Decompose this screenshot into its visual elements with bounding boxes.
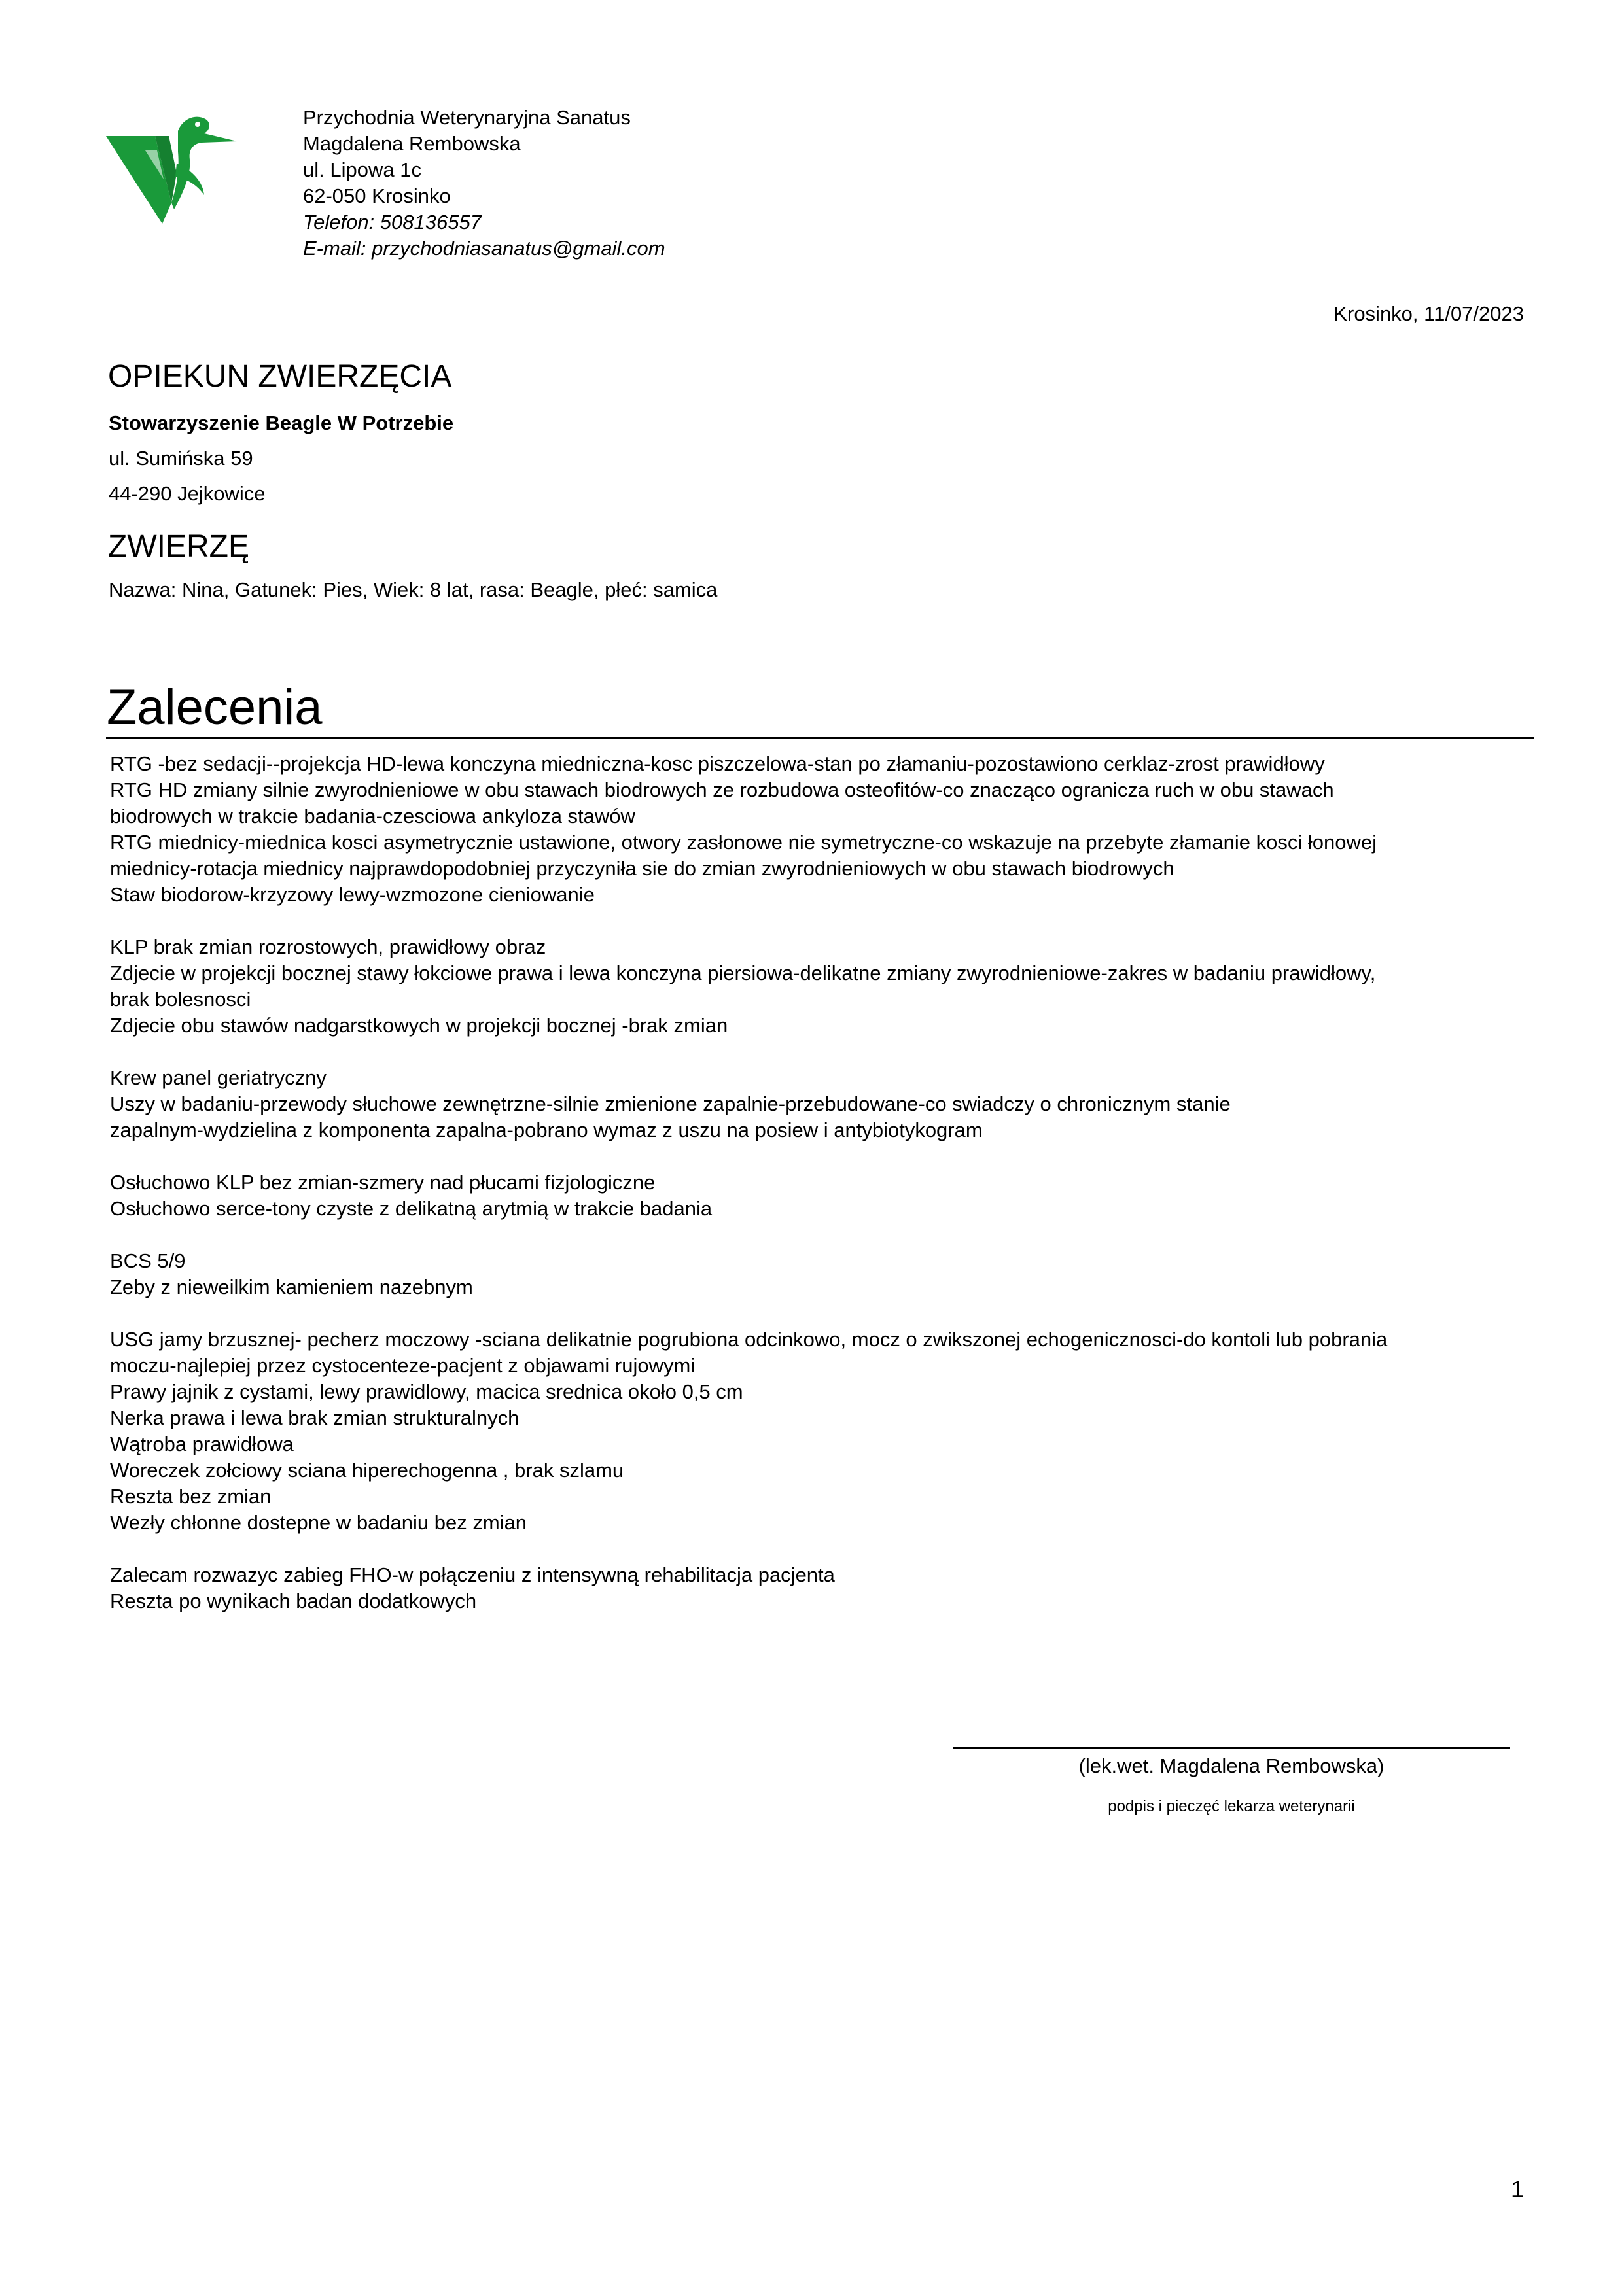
owner-heading: OPIEKUN ZWIERZĘCIA bbox=[108, 359, 452, 394]
blank-line bbox=[110, 908, 1530, 934]
recommendation-line: Wątroba prawidłowa bbox=[110, 1433, 294, 1455]
blank-line bbox=[110, 1300, 1530, 1327]
recommendation-line: Reszta po wynikach badan dodatkowych bbox=[110, 1590, 477, 1612]
document-date: Krosinko, 11/07/2023 bbox=[1333, 302, 1524, 325]
signature-line bbox=[953, 1747, 1510, 1749]
clinic-street: ul. Lipowa 1c bbox=[303, 158, 421, 181]
recommendation-line: biodrowych w trakcie badania-czesciowa ankyloza stawów bbox=[110, 805, 635, 827]
recommendation-line: Zeby z nieweilkim kamieniem nazebnym bbox=[110, 1276, 473, 1298]
blank-line bbox=[110, 1039, 1530, 1065]
owner-block bbox=[109, 406, 453, 512]
recommendation-line: Woreczek zołciowy sciana hiperechogenna , brak szlamu bbox=[110, 1459, 624, 1482]
recommendation-line: Zdjecie obu stawów nadgarstkowych w projekcji bocznej -brak zmian bbox=[110, 1014, 728, 1037]
blank-line bbox=[110, 1536, 1530, 1562]
signature-name: (lek.wet. Magdalena Rembowska) bbox=[1078, 1754, 1385, 1777]
green-heron-logo-icon bbox=[106, 111, 237, 229]
recommendations-heading: Zalecenia bbox=[107, 680, 323, 735]
recommendation-line: BCS 5/9 bbox=[110, 1249, 186, 1272]
recommendation-line: Osłuchowo KLP bez zmian-szmery nad płucami fizjologiczne bbox=[110, 1171, 656, 1194]
recommendation-line: Nerka prawa i lewa brak zmian strukturalnych bbox=[110, 1406, 520, 1429]
clinic-name: Przychodnia Weterynaryjna Sanatus bbox=[303, 106, 631, 129]
owner-address-city: 44-290 Jejkowice bbox=[109, 482, 266, 505]
recommendation-line: RTG HD zmiany silnie zwyrodnieniowe w obu stawach biodrowych ze rozbudowa osteofitów-co znacząco ogranicza ruch w obu stawach bbox=[110, 778, 1334, 801]
clinic-city: 62-050 Krosinko bbox=[303, 184, 451, 207]
animal-heading: ZWIERZĘ bbox=[108, 529, 249, 564]
recommendation-line: zapalnym-wydzielina z komponenta zapalna-pobrano wymaz z uszu na posiew i antybiotykogram bbox=[110, 1119, 983, 1141]
page-number: 1 bbox=[1510, 2176, 1524, 2202]
recommendation-line: USG jamy brzusznej- pecherz moczowy -sciana delikatnie pogrubiona odcinkowo, mocz o zwikszonej echogenicznosci-do kontoli lub pobrania bbox=[110, 1328, 1388, 1351]
clinic-header bbox=[303, 105, 665, 262]
recommendation-line: Uszy w badaniu-przewody słuchowe zewnętrzne-silnie zmienione zapalnie-przebudowane-co swiadczy o chronicznym stanie bbox=[110, 1092, 1231, 1115]
clinic-owner: Magdalena Rembowska bbox=[303, 132, 521, 155]
recommendation-line: RTG miednicy-miednica kosci asymetrycznie ustawione, otwory zasłonowe nie symetryczne-co wskazuje na przebyte złamanie kosci łonowej bbox=[110, 831, 1377, 854]
owner-name: Stowarzyszenie Beagle W Potrzebie bbox=[109, 411, 454, 434]
recommendation-line: KLP brak zmian rozrostowych, prawidłowy obraz bbox=[110, 935, 546, 958]
heading-divider bbox=[106, 737, 1534, 739]
recommendation-line: Staw biodorow-krzyzowy lewy-wzmozone cieniowanie bbox=[110, 883, 595, 906]
clinic-phone: Telefon: 508136557 bbox=[303, 211, 482, 234]
recommendations-body bbox=[110, 751, 1530, 1614]
recommendation-line: Krew panel geriatryczny bbox=[110, 1066, 327, 1089]
recommendation-line: moczu-najlepiej przez cystocenteze-pacjent z objawami rujowymi bbox=[110, 1354, 696, 1377]
signature-caption: podpis i pieczęć lekarza weterynarii bbox=[1108, 1798, 1355, 1815]
recommendation-line: Osłuchowo serce-tony czyste z delikatną arytmią w trakcie badania bbox=[110, 1197, 713, 1220]
animal-details: Nazwa: Nina, Gatunek: Pies, Wiek: 8 lat, rasa: Beagle, płeć: samica bbox=[109, 578, 718, 601]
recommendation-line: Zalecam rozwazyc zabieg FHO-w połączeniu z intensywną rehabilitacja pacjenta bbox=[110, 1563, 835, 1586]
owner-address-street: ul. Sumińska 59 bbox=[109, 447, 253, 470]
clinic-email: E-mail: przychodniasanatus@gmail.com bbox=[303, 237, 665, 260]
recommendation-line: Wezły chłonne dostepne w badaniu bez zmian bbox=[110, 1511, 527, 1534]
recommendation-line: miednicy-rotacja miednicy najprawdopodobniej przyczyniła sie do zmian zwyrodnieniowych w obu stawach biodrowych bbox=[110, 857, 1174, 880]
recommendation-line: brak bolesnosci bbox=[110, 988, 251, 1011]
recommendation-line: Prawy jajnik z cystami, lewy prawidlowy, macica srednica około 0,5 cm bbox=[110, 1380, 743, 1403]
clinic-logo bbox=[106, 111, 237, 229]
recommendation-line: RTG -bez sedacji--projekcja HD-lewa konczyna miedniczna-kosc piszczelowa-stan po złamaniu-pozostawiono cerklaz-zrost prawidłowy bbox=[110, 752, 1325, 775]
recommendation-line: Reszta bez zmian bbox=[110, 1485, 272, 1508]
blank-line bbox=[110, 1222, 1530, 1248]
recommendation-line: Zdjecie w projekcji bocznej stawy łokciowe prawa i lewa konczyna piersiowa-delikatne zmiany zwyrodnieniowe-zakres w badaniu prawidłowy, bbox=[110, 962, 1376, 984]
blank-line bbox=[110, 1143, 1530, 1170]
